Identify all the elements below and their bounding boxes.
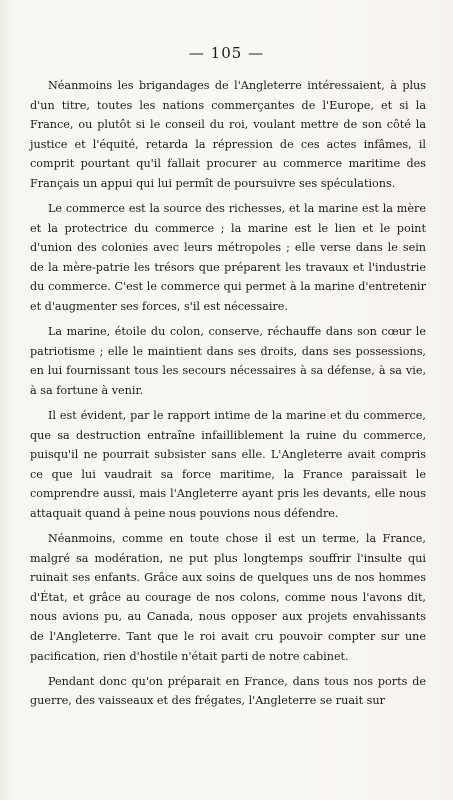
paragraph: Le commerce est la source des richesses, et la marine est la mère et la protectrice du commerce ; la marine est le lien et le point d'union des colonies avec leurs métropoles ; elle verse dans le sein de la mère-patrie les trésors que préparent les travaux et l'industrie du commerce. C'est le commerce qui permet à la marine d'entretenir et d'augmenter ses forces, s'il est nécessaire. <box>30 202 426 314</box>
paragraph: Pendant donc qu'on préparait en France, dans tous nos ports de guerre, des vaisseaux et des frégates, l'Angleterre se ruait sur <box>30 674 426 708</box>
paragraph: Néanmoins, comme en toute chose il est un terme, la France, malgré sa modération, ne put plus longtemps souffrir l'insulte qui ruinait ses enfants. Grâce aux soins de quelques uns de nos hommes d'État, et grâce au courage de nos colons, comme nous l'avons dit, nous avions pu, au Canada, nous opposer aux projets envahissants de l'Angleterre. Tant que le roi avait cru pouvoir compter sur une pacification, rien d'hostile n'était parti de notre cabinet. <box>30 532 426 663</box>
paragraph: La marine, étoile du colon, conserve, réchauffe dans son cœur le patriotisme ; elle le maintient dans ses droits, dans ses possessions, en lui fournissant tous les secours nécessaires à sa défense, à sa vie, à sa fortune à venir. <box>30 325 426 397</box>
body-text <box>30 76 426 716</box>
page-number: — 105 — <box>188 44 265 62</box>
paragraph: Néanmoins les brigandages de l'Angleterre intéressaient, à plus d'un titre, toutes les nations commerçantes de l'Europe, et si la France, ou plutôt si le conseil du roi, voulant mettre de son côté la justice et l'équité, retarda la répression de ces actes infâmes, il comprit pourtant qu'il fallait procurer au commerce maritime des Français un appui qui lui permît de poursuivre ses spéculations. <box>30 79 426 190</box>
paragraph: Il est évident, par le rapport intime de la marine et du commerce, que sa destruction entraîne infailliblement la ruine du commerce, puisqu'il ne pourrait subsister sans elle. L'Angleterre avait compris ce que lui vaudrait sa force maritime, la France paraissait le comprendre aussi, mais l'Angleterre ayant pris les devants, elle nous attaquait quand à peine nous pouvions nous défendre. <box>30 409 426 520</box>
